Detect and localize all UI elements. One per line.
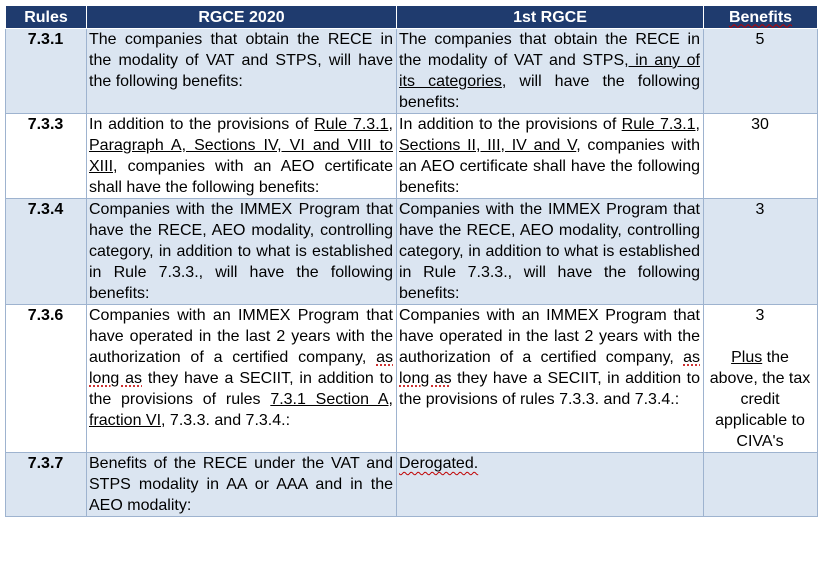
- flagged-segment: as long as: [89, 349, 393, 387]
- header-rules: Rules: [6, 6, 87, 29]
- underlined-segment: , in any of its categories: [399, 52, 701, 90]
- derogated-text: Derogated.: [399, 455, 479, 472]
- text-segment: Companies with an IMMEX Program that have operated in the last 2 years with the authorization of a certified company,: [89, 307, 393, 366]
- benefits-count: [704, 453, 818, 517]
- rule-number: 7.3.1: [6, 29, 87, 114]
- text-segment: they have a SECIIT, in addition to the provisions of rules 7.3.3. and 7.3.4.:: [399, 370, 700, 408]
- text-segment: The companies that obtain the RECE in the modality of VAT and STPS: [399, 31, 700, 69]
- benefits-count: 3: [755, 307, 765, 324]
- header-benefits-label: Benefits: [728, 8, 793, 26]
- benefits-count: 3: [704, 199, 818, 305]
- benefits-cell: [704, 305, 818, 453]
- table-header-row: [6, 6, 818, 29]
- table-row: [6, 453, 818, 517]
- benefits-note-text: the above, the tax credit applicable to CIVA's: [709, 349, 811, 450]
- header-1st-rgce: 1st RGCE: [397, 6, 704, 29]
- rgce-2020-text: [87, 305, 397, 453]
- underlined-segment: Rule 7.3.1, Sections II, III, IV and V: [399, 116, 700, 154]
- header-rgce-2020: RGCE 2020: [87, 6, 397, 29]
- text-segment: Companies with an IMMEX Program that have operated in the last 2 years with the authorization of a certified company,: [399, 307, 700, 366]
- underlined-segment: 7.3.1 Section A, fraction VI: [89, 391, 394, 429]
- benefits-plus: Plus: [731, 349, 763, 366]
- rgce-2020-text: Companies with the IMMEX Program that have the RECE, AEO modality, controlling category, in addition to what is established in Rule 7.3.3., will have the following benefits:: [87, 199, 397, 305]
- benefits-note: [706, 347, 814, 452]
- first-rgce-text: [397, 305, 704, 453]
- benefits-count: 30: [704, 114, 818, 199]
- text-segment: , companies with an AEO certificate shall have the following benefits:: [399, 137, 700, 196]
- text-segment: , companies with an AEO certificate shall have the following benefits:: [89, 158, 393, 196]
- rgce-2020-text: [87, 114, 397, 199]
- text-segment: In addition to the provisions of: [89, 116, 315, 133]
- rule-number: 7.3.3: [6, 114, 87, 199]
- header-benefits: [704, 6, 818, 29]
- rule-number: 7.3.6: [6, 305, 87, 453]
- text-segment: , will have the following benefits:: [399, 73, 701, 111]
- rgce-2020-text: The companies that obtain the RECE in the modality of VAT and STPS, will have the following benefits:: [87, 29, 397, 114]
- rule-number: 7.3.4: [6, 199, 87, 305]
- table-row: [6, 114, 818, 199]
- table-row: [6, 305, 818, 453]
- table-row: [6, 29, 818, 114]
- text-segment: In addition to the provisions of: [399, 116, 622, 133]
- table-row: [6, 199, 818, 305]
- text-segment: they have a SECIIT, in addition to the provisions of rules: [89, 370, 393, 408]
- first-rgce-text: Companies with the IMMEX Program that have the RECE, AEO modality, controlling category, in addition to what is established in Rule 7.3.3., will have the following benefits:: [397, 199, 704, 305]
- first-rgce-text: [397, 114, 704, 199]
- first-rgce-text: [397, 453, 704, 517]
- benefits-count: 5: [704, 29, 818, 114]
- first-rgce-text: [397, 29, 704, 114]
- rule-number: 7.3.7: [6, 453, 87, 517]
- rgce-2020-text: Benefits of the RECE under the VAT and STPS modality in AA or AAA and in the AEO modality:: [87, 453, 397, 517]
- flagged-segment: as long as: [399, 349, 700, 387]
- rules-comparison-table: [5, 5, 818, 517]
- text-segment: , 7.3.3. and 7.3.4.:: [161, 412, 291, 429]
- underlined-segment: Rule 7.3.1, Paragraph A, Sections IV, VI and VIII to XIII: [89, 116, 393, 175]
